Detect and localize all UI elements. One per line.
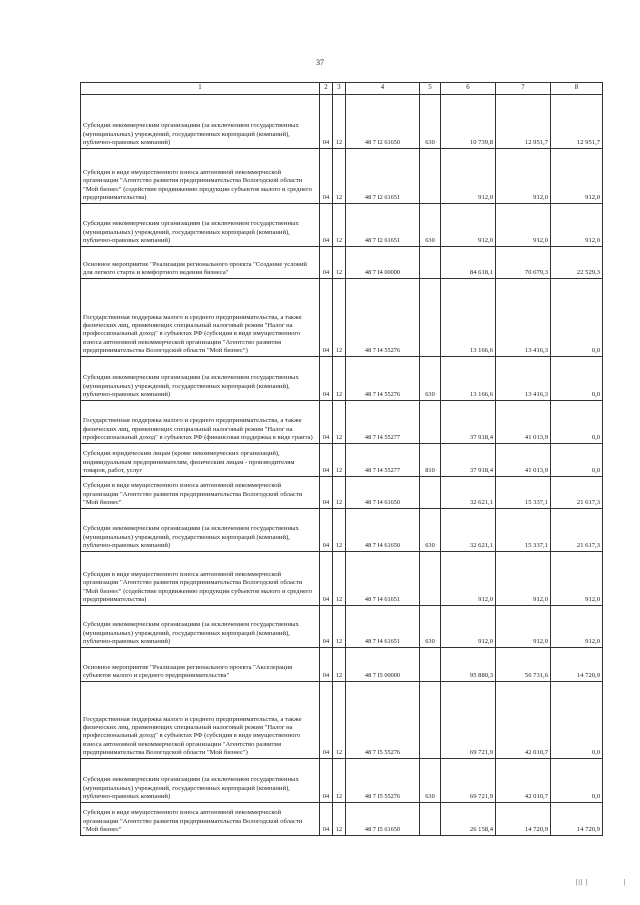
section-code-cell: 04 (320, 477, 333, 509)
column-header: 6 (441, 83, 496, 95)
table-row (81, 682, 603, 759)
row-name-cell: Субсидии некоммерческим организациям (за исключением государственных (муниципальных) учреждений, государственных корпораций (компаний), публично-правовых компаний) (81, 759, 320, 803)
amount-year1-cell: 69 721,9 (441, 759, 496, 803)
target-article-cell: 48 7 I2 61651 (346, 204, 420, 247)
table-row (81, 279, 603, 357)
amount-year2-cell: 41 013,9 (496, 444, 551, 477)
expense-type-cell (420, 247, 441, 279)
target-article-cell: 48 7 I4 55276 (346, 279, 420, 357)
section-code-cell: 04 (320, 509, 333, 552)
column-header: 4 (346, 83, 420, 95)
amount-year2-cell: 912,0 (496, 552, 551, 606)
target-article-cell: 48 7 I5 55276 (346, 759, 420, 803)
amount-year3-cell: 0,0 (551, 759, 603, 803)
column-header: 2 (320, 83, 333, 95)
amount-year2-cell: 15 337,1 (496, 477, 551, 509)
footer-marks: ||| | (576, 878, 589, 886)
expense-type-cell: 810 (420, 444, 441, 477)
amount-year1-cell: 69 721,9 (441, 682, 496, 759)
section-code-cell: 04 (320, 149, 333, 204)
table-row (81, 759, 603, 803)
amount-year3-cell: 14 720,9 (551, 648, 603, 682)
section-code-cell: 04 (320, 204, 333, 247)
expense-type-cell: 630 (420, 759, 441, 803)
row-name-cell: Субсидия в виде имущественного взноса автономной некоммерческой организации "Агентство развития предпринимательства Вологодской области "Мой бизнес" (81, 803, 320, 836)
row-name-cell: Субсидии юридическим лицам (кроме некоммерческих организаций), индивидуальным предпринимателям, физическим лицам - производителям товаров, работ, услуг (81, 444, 320, 477)
subsection-code-cell: 12 (333, 682, 346, 759)
expense-type-cell: 630 (420, 606, 441, 648)
amount-year2-cell: 912,0 (496, 606, 551, 648)
footer-tick: | (624, 878, 626, 886)
amount-year1-cell: 84 618,1 (441, 247, 496, 279)
subsection-code-cell: 12 (333, 477, 346, 509)
table-row (81, 509, 603, 552)
section-code-cell: 04 (320, 552, 333, 606)
table-header-row (81, 83, 603, 95)
amount-year3-cell: 0,0 (551, 279, 603, 357)
section-code-cell: 04 (320, 682, 333, 759)
amount-year1-cell: 32 621,1 (441, 477, 496, 509)
amount-year1-cell: 13 166,6 (441, 279, 496, 357)
amount-year2-cell: 41 013,9 (496, 401, 551, 444)
subsection-code-cell: 12 (333, 95, 346, 149)
section-code-cell: 04 (320, 606, 333, 648)
table-row (81, 357, 603, 401)
table-row (81, 803, 603, 836)
amount-year2-cell: 912,0 (496, 204, 551, 247)
table-row (81, 444, 603, 477)
expense-type-cell (420, 477, 441, 509)
subsection-code-cell: 12 (333, 279, 346, 357)
section-code-cell: 04 (320, 247, 333, 279)
table-row (81, 95, 603, 149)
target-article-cell: 48 7 I5 61650 (346, 803, 420, 836)
section-code-cell: 04 (320, 401, 333, 444)
row-name-cell: Субсидия в виде имущественного взноса автономной некоммерческой организации "Агентство развития предпринимательства Вологодской области "Мой бизнес" (содействие продвижению продукции субъектов малого и среднего предпринимательства) (81, 552, 320, 606)
amount-year3-cell: 22 529,3 (551, 247, 603, 279)
amount-year3-cell: 12 951,7 (551, 95, 603, 149)
subsection-code-cell: 12 (333, 509, 346, 552)
amount-year1-cell: 912,0 (441, 606, 496, 648)
row-name-cell: Субсидии некоммерческим организациям (за исключением государственных (муниципальных) учреждений, государственных корпораций (компаний), публично-правовых компаний) (81, 204, 320, 247)
expense-type-cell (420, 648, 441, 682)
section-code-cell: 04 (320, 444, 333, 477)
table-row (81, 204, 603, 247)
expense-type-cell: 630 (420, 95, 441, 149)
target-article-cell: 48 7 I4 61651 (346, 552, 420, 606)
table-body (81, 83, 603, 836)
target-article-cell: 48 7 I5 55276 (346, 682, 420, 759)
column-header: 7 (496, 83, 551, 95)
amount-year1-cell: 912,0 (441, 552, 496, 606)
subsection-code-cell: 12 (333, 357, 346, 401)
subsection-code-cell: 12 (333, 648, 346, 682)
amount-year3-cell: 912,0 (551, 149, 603, 204)
table-row (81, 149, 603, 204)
amount-year1-cell: 13 166,6 (441, 357, 496, 401)
amount-year1-cell: 37 918,4 (441, 444, 496, 477)
target-article-cell: 48 7 I4 55277 (346, 401, 420, 444)
amount-year2-cell: 42 010,7 (496, 682, 551, 759)
amount-year2-cell: 12 951,7 (496, 95, 551, 149)
amount-year2-cell: 56 731,6 (496, 648, 551, 682)
column-header: 5 (420, 83, 441, 95)
row-name-cell: Основное мероприятие "Реализация регионального проекта "Акселерация субъектов малого и среднего предпринимательства" (81, 648, 320, 682)
amount-year3-cell: 912,0 (551, 204, 603, 247)
row-name-cell: Государственная поддержка малого и среднего предпринимательства, а также физических лиц, применяющих специальный налоговый режим "Налог на профессиональный доход" в субъектах РФ (субсидия в виде имущественного взноса автономной некоммерческой организации "Агентство развития предпринимательства Вологодской области "Мой бизнес") (81, 682, 320, 759)
target-article-cell: 48 7 I2 61650 (346, 95, 420, 149)
amount-year2-cell: 70 679,3 (496, 247, 551, 279)
amount-year1-cell: 95 880,3 (441, 648, 496, 682)
section-code-cell: 04 (320, 648, 333, 682)
subsection-code-cell: 12 (333, 247, 346, 279)
amount-year3-cell: 0,0 (551, 682, 603, 759)
target-article-cell: 48 7 I2 61651 (346, 149, 420, 204)
expense-type-cell: 630 (420, 357, 441, 401)
section-code-cell: 04 (320, 95, 333, 149)
subsection-code-cell: 12 (333, 552, 346, 606)
amount-year3-cell: 912,0 (551, 552, 603, 606)
subsection-code-cell: 12 (333, 803, 346, 836)
amount-year3-cell: 21 617,3 (551, 477, 603, 509)
table-row (81, 477, 603, 509)
page-number: 37 (316, 58, 324, 67)
row-name-cell: Субсидия в виде имущественного взноса автономной некоммерческой организации "Агентство развития предпринимательства Вологодской области "Мой бизнес" (содействие продвижению продукции субъектов малого и среднего предпринимательства) (81, 149, 320, 204)
row-name-cell: Субсидии некоммерческим организациям (за исключением государственных (муниципальных) учреждений, государственных корпораций (компаний), публично-правовых компаний) (81, 606, 320, 648)
amount-year1-cell: 912,0 (441, 149, 496, 204)
subsection-code-cell: 12 (333, 759, 346, 803)
expense-type-cell (420, 149, 441, 204)
amount-year1-cell: 37 918,4 (441, 401, 496, 444)
section-code-cell: 04 (320, 279, 333, 357)
amount-year3-cell: 21 617,3 (551, 509, 603, 552)
target-article-cell: 48 7 I4 00000 (346, 247, 420, 279)
table-row (81, 552, 603, 606)
expense-type-cell (420, 682, 441, 759)
column-header: 8 (551, 83, 603, 95)
table-row (81, 606, 603, 648)
expense-type-cell (420, 279, 441, 357)
table-row (81, 401, 603, 444)
amount-year3-cell: 0,0 (551, 357, 603, 401)
budget-table (80, 82, 603, 836)
amount-year2-cell: 15 337,1 (496, 509, 551, 552)
subsection-code-cell: 12 (333, 149, 346, 204)
amount-year1-cell: 912,0 (441, 204, 496, 247)
amount-year3-cell: 0,0 (551, 401, 603, 444)
section-code-cell: 04 (320, 803, 333, 836)
amount-year1-cell: 26 158,4 (441, 803, 496, 836)
row-name-cell: Основное мероприятие "Реализация регионального проекта "Создание условий для легкого старта и комфортного ведения бизнеса" (81, 247, 320, 279)
row-name-cell: Субсидии некоммерческим организациям (за исключением государственных (муниципальных) учреждений, государственных корпораций (компаний), публично-правовых компаний) (81, 357, 320, 401)
section-code-cell: 04 (320, 759, 333, 803)
target-article-cell: 48 7 I5 00000 (346, 648, 420, 682)
target-article-cell: 48 7 I4 61650 (346, 509, 420, 552)
target-article-cell: 48 7 I4 55276 (346, 357, 420, 401)
amount-year3-cell: 912,0 (551, 606, 603, 648)
row-name-cell: Государственная поддержка малого и среднего предпринимательства, а также физических лиц, применяющих специальный налоговый режим "Налог на профессиональный доход" в субъектах РФ (субсидия в виде имущественного взноса автономной некоммерческой организации "Агентство развития предпринимательства Вологодской области "Мой бизнес") (81, 279, 320, 357)
row-name-cell: Государственная поддержка малого и среднего предпринимательства, а также физических лиц, применяющих специальный налоговый режим "Налог на профессиональный доход" в субъектах РФ (финансовая поддержка в виде гранта) (81, 401, 320, 444)
row-name-cell: Субсидии некоммерческим организациям (за исключением государственных (муниципальных) учреждений, государственных корпораций (компаний), публично-правовых компаний) (81, 95, 320, 149)
expense-type-cell: 630 (420, 204, 441, 247)
table-row (81, 648, 603, 682)
amount-year2-cell: 42 010,7 (496, 759, 551, 803)
expense-type-cell (420, 803, 441, 836)
column-header: 1 (81, 83, 320, 95)
expense-type-cell (420, 552, 441, 606)
row-name-cell: Субсидия в виде имущественного взноса автономной некоммерческой организации "Агентство развития предпринимательства Вологодской области "Мой бизнес" (81, 477, 320, 509)
subsection-code-cell: 12 (333, 444, 346, 477)
target-article-cell: 48 7 I4 61650 (346, 477, 420, 509)
amount-year2-cell: 13 416,3 (496, 357, 551, 401)
subsection-code-cell: 12 (333, 401, 346, 444)
amount-year3-cell: 0,0 (551, 444, 603, 477)
section-code-cell: 04 (320, 357, 333, 401)
amount-year2-cell: 912,0 (496, 149, 551, 204)
expense-type-cell: 630 (420, 509, 441, 552)
target-article-cell: 48 7 I4 61651 (346, 606, 420, 648)
amount-year1-cell: 32 621,1 (441, 509, 496, 552)
amount-year2-cell: 14 720,9 (496, 803, 551, 836)
table-row (81, 247, 603, 279)
column-header: 3 (333, 83, 346, 95)
amount-year2-cell: 13 416,3 (496, 279, 551, 357)
target-article-cell: 48 7 I4 55277 (346, 444, 420, 477)
subsection-code-cell: 12 (333, 606, 346, 648)
amount-year1-cell: 10 739,8 (441, 95, 496, 149)
amount-year3-cell: 14 720,9 (551, 803, 603, 836)
expense-type-cell (420, 401, 441, 444)
subsection-code-cell: 12 (333, 204, 346, 247)
row-name-cell: Субсидии некоммерческим организациям (за исключением государственных (муниципальных) учреждений, государственных корпораций (компаний), публично-правовых компаний) (81, 509, 320, 552)
